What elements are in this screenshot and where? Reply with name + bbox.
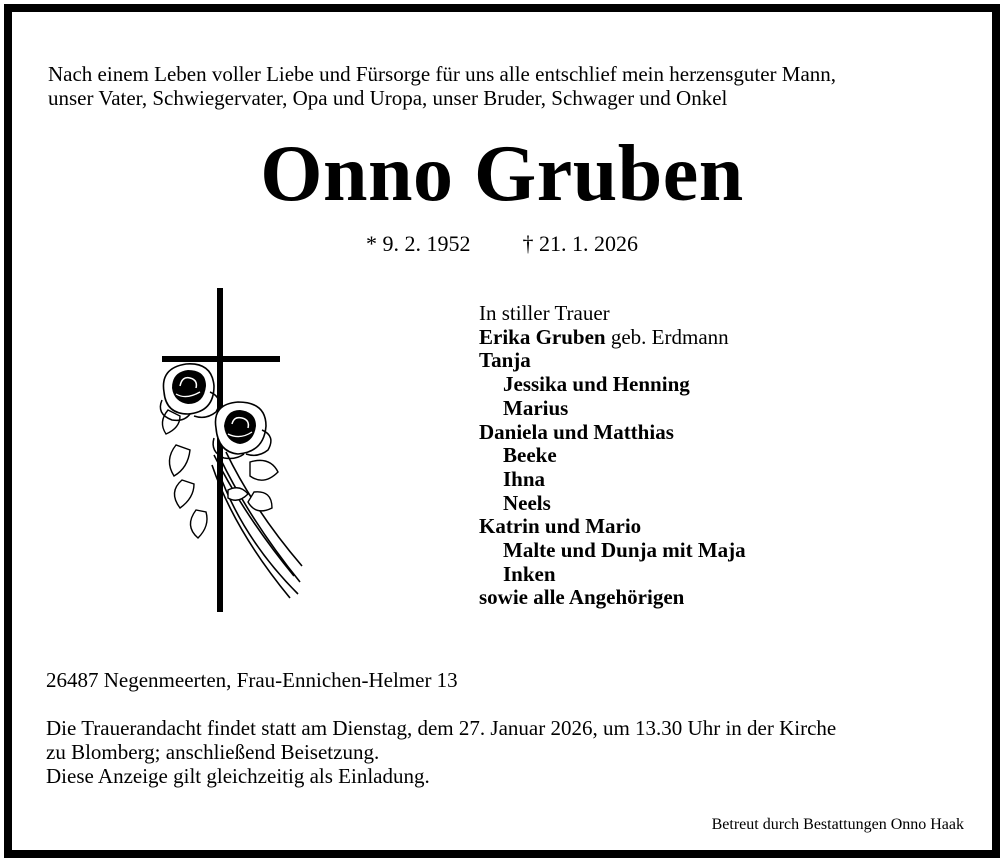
intro-line-2: unser Vater, Schwiegervater, Opa und Uropa, unser Bruder, Schwager und Onkel: [48, 86, 728, 110]
birth-date: * 9. 2. 1952: [366, 231, 471, 256]
mourner-name: Tanja: [479, 348, 531, 373]
mourner-name: Katrin und Mario: [479, 514, 642, 539]
intro-line-1: Nach einem Leben voller Liebe und Fürsorge für uns alle entschlief mein herzensguter Mann,: [48, 62, 837, 86]
death-date: † 21. 1. 2026: [522, 231, 638, 256]
spouse-note: geb. Erdmann: [605, 324, 729, 349]
mourner-closing: sowie alle Angehörigen: [479, 585, 685, 610]
mourner-name: Jessika und Henning: [503, 372, 690, 397]
mourner-name: Daniela und Matthias: [479, 419, 674, 444]
mourner-name: Inken: [503, 561, 556, 586]
address: 26487 Negenmeerten, Frau-Ennichen-Helmer 13: [46, 668, 458, 692]
spouse-name: Erika Gruben: [479, 324, 606, 349]
mourner-name: Ihna: [503, 466, 546, 491]
obituary-notice: [4, 4, 1000, 858]
cross-with-roses-icon: [154, 280, 304, 612]
service-line-3: Diese Anzeige gilt gleichzeitig als Einladung.: [46, 764, 430, 788]
mourner-name: Beeke: [503, 443, 557, 468]
service-info: [46, 716, 976, 788]
intro-text: [48, 62, 978, 110]
service-line-1: Die Trauerandacht findet statt am Dienstag, dem 27. Januar 2026, um 13.30 Uhr in der Kirche: [46, 716, 837, 740]
deceased-name: Onno Gruben: [260, 130, 744, 218]
undertaker-credit: Betreut durch Bestattungen Onno Haak: [711, 816, 964, 833]
spouse-line: [479, 326, 746, 350]
mourners-heading: In stiller Trauer: [479, 301, 610, 325]
mourners-list: [479, 302, 746, 610]
mourner-name: Neels: [503, 490, 551, 515]
mourner-name: Marius: [503, 395, 569, 420]
mourner-name: Malte und Dunja mit Maja: [503, 538, 746, 563]
service-line-2: zu Blomberg; anschließend Beisetzung.: [46, 740, 380, 764]
life-dates: [12, 230, 992, 258]
